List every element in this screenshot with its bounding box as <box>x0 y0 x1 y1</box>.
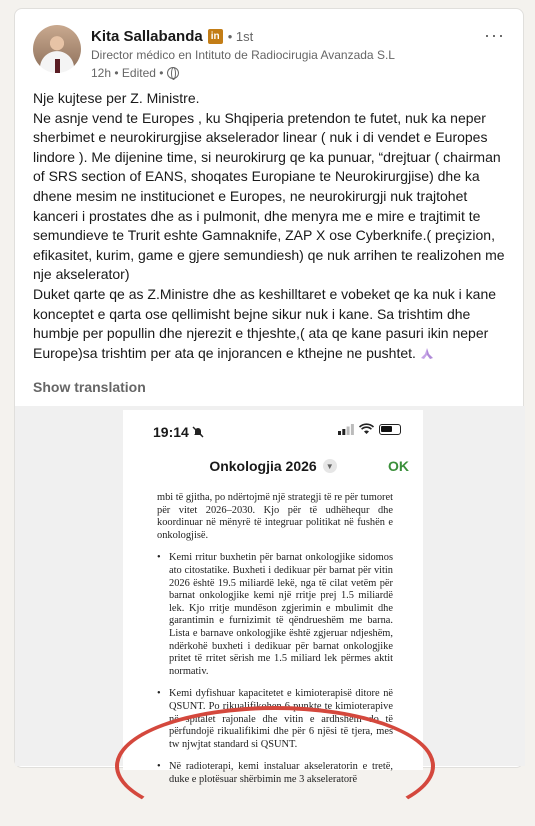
status-bar <box>123 410 423 444</box>
author-avatar[interactable] <box>33 25 81 73</box>
status-time <box>153 424 204 440</box>
post-body <box>33 89 511 363</box>
document-page <box>157 492 393 796</box>
battery-icon <box>379 424 401 435</box>
post-time-edited: 12h • Edited • <box>91 66 164 80</box>
document-bullet: • Kemi rritur buxhetin për barnat onkologjike sidomos ato citostatike. Buxheti i dedikuar për barnat për vitin 2026 është 19.5 miliardë lekë, nga të cilat vetëm për barnat onkologjike kemi një rritje prej 1.5 miliardë lek. Kjo rritje mundëson zgjerimin e mbulimit dhe garantimin e furnizimit të qëndrueshëm me barna. Lista e barnave onkologjike është zgjeruar ndjeshëm, ndërkohë buxheti i dedikuar për barnat onkologjike pritet të rritet sërish me 1.5 miliard lek përmes aktit normativ. <box>157 552 393 678</box>
bell-muted-icon <box>192 426 204 438</box>
more-options-button[interactable]: ··· <box>484 25 505 45</box>
post-image[interactable] <box>15 406 525 785</box>
clock-text: 19:14 <box>153 424 189 440</box>
post-paragraph: Nje kujtese per Z. Ministre. <box>33 90 200 106</box>
document-paragraph: mbi të gjitha, po ndërtojmë një strategji të re për tumoret për vitet 2026–2030. Kjo për të udhëhequr dhe koordinuar në mënyrë të integruar politikat në fushën e onkologjisë. <box>157 492 393 541</box>
post-paragraph: Ne asnje vend te Europes , ku Shqiperia pretendon te futet, nuk ka neper sherbimet e neurokirurgjise akselerador linear ( nuk i di vendet e Europes lindore ). Me dijenine time, si neurokirurg qe ka punuar, “drejtuar ( chairman of SRS section of EANS, shoqates Europiane te Neurokirurgjise) dhe ka dhene mesim ne institucionet e Europes, ne neurokirurgji nuk trajtohet kanceri i prostates dhe as i pulmonit, dhe menyra me e mire e trajtimit te semundieve te Trurit eshte Gamnaknife, ZAP X ose Cyberknife.( preçizion, efikasitet, kurim, game e gjere semundiesh) qe nuk arrihen te realizohen me nje akselerator) <box>33 109 505 283</box>
post-paragraph <box>33 285 511 363</box>
post-header <box>33 25 505 81</box>
post-card <box>14 8 524 785</box>
praying-hands-icon <box>420 347 434 360</box>
ok-button[interactable]: OK <box>388 458 409 474</box>
author-name-row <box>91 25 253 47</box>
chevron-down-icon: ▼ <box>323 459 337 473</box>
document-navbar <box>123 450 423 480</box>
show-translation-link[interactable]: Show translation <box>33 379 146 395</box>
document-title[interactable] <box>123 458 423 474</box>
document-bullet: • Në radioterapi, kemi instaluar akseleratorin e tretë, duke e plotësuar shërbimin me 3 akseleratorë <box>157 761 393 786</box>
document-bullet: • Kemi dyfishuar kapacitetet e kimioterapisë ditore në QSUNT. Po rikualifikohen 6 punkte te kimioterapive në spitalet rajonale dhe vitin e ardhshëm do të përfundojë rikualifikimi dhe për 6 njësi të tjera, mes tw njwjtat standard si QSUNT. <box>157 688 393 751</box>
phone-screenshot <box>123 410 423 785</box>
post-meta <box>91 66 179 80</box>
cellular-signal-icon <box>338 424 354 435</box>
post-paragraph-text: Duket qarte qe as Z.Ministre dhe as keshilltaret e vobeket qe ka nuk i kane konceptet e qarta ose qellimisht bejne sikur nuk i kane. Sa trishtim dhe humbje per popullin dhe njerezit e thjeshte,( ata qe kane pasuri ikin neper Europe)sa trishtim per ata qe injorancen e kthejne ne pushtet. <box>33 285 497 361</box>
author-headline: Director médico en Intituto de Radiocirugia Avanzada S.L <box>91 48 395 62</box>
linkedin-premium-icon: in <box>208 29 223 44</box>
globe-icon <box>167 67 179 79</box>
wifi-icon <box>359 424 374 435</box>
status-icons <box>338 424 401 435</box>
connection-degree: • 1st <box>227 28 254 44</box>
author-name[interactable]: Kita Sallabanda <box>91 27 203 45</box>
document-title-text: Onkologjia 2026 <box>209 458 317 474</box>
